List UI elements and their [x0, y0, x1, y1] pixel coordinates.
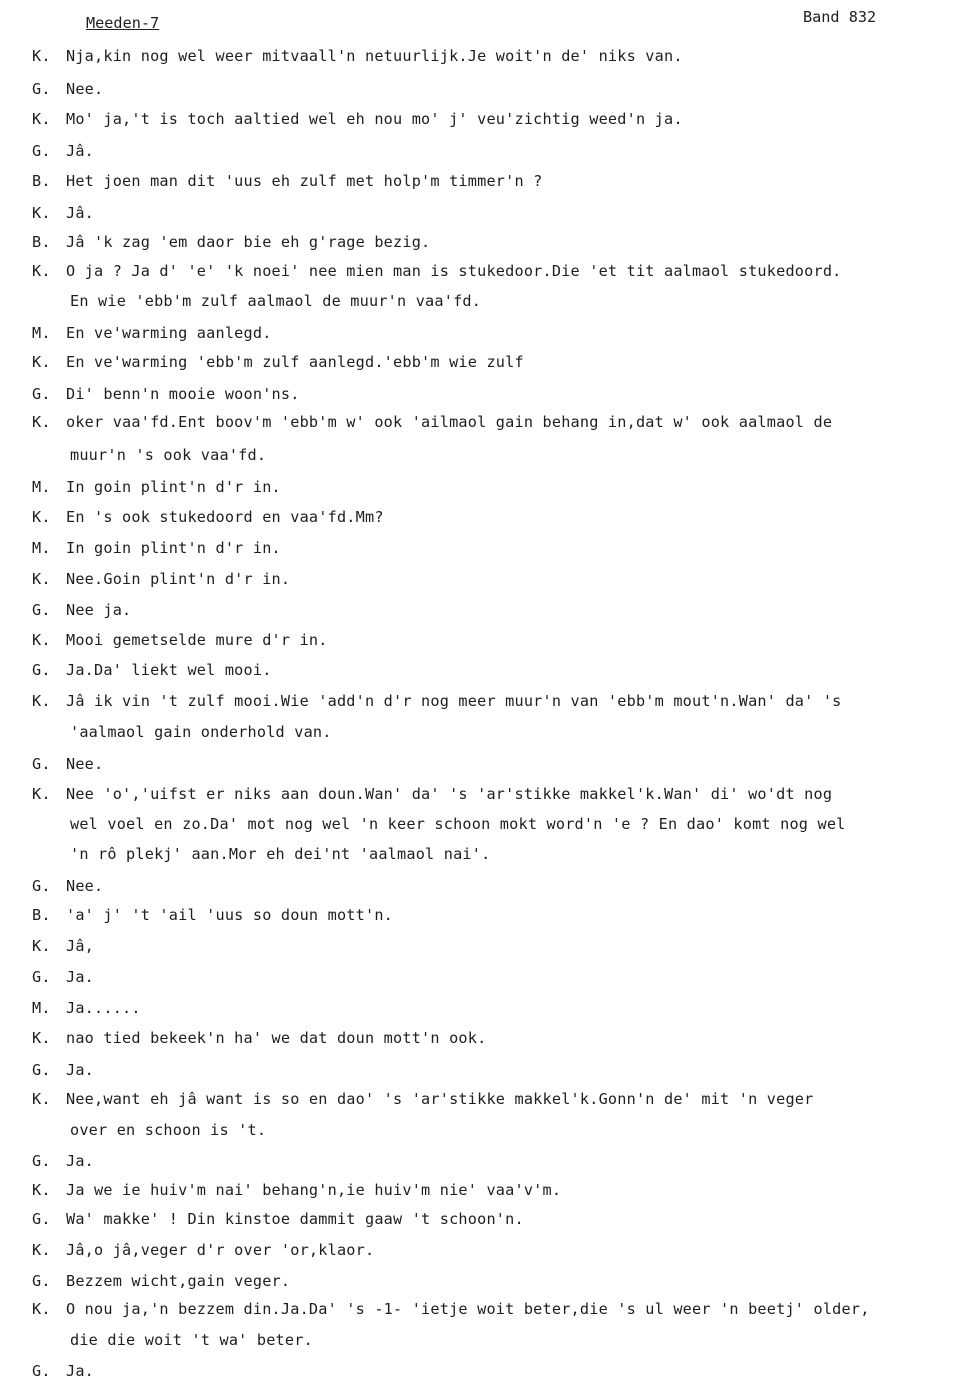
speaker-label: K.	[32, 413, 51, 431]
utterance-text: Ja we ie huiv'm nai' behang'n,ie huiv'm nie' vaa'v'm.	[66, 1181, 562, 1199]
utterance-text: Nee.Goin plint'n d'r in.	[66, 570, 291, 588]
utterance-text: oker vaa'fd.Ent boov'm 'ebb'm w' ook 'ailmaol gain behang in,dat w' ook aalmaol de	[66, 413, 833, 431]
speaker-label: K.	[32, 1181, 51, 1199]
utterance-text: Nee.	[66, 80, 104, 98]
speaker-label: K.	[32, 262, 51, 280]
speaker-label: G.	[32, 1362, 51, 1380]
utterance-text: over en schoon is 't.	[70, 1121, 267, 1139]
utterance-text: En wie 'ebb'm zulf aalmaol de muur'n vaa'fd.	[70, 292, 482, 310]
speaker-label: K.	[32, 110, 51, 128]
transcript-line	[70, 292, 481, 310]
speaker-label: K.	[32, 631, 51, 649]
transcript-line	[32, 661, 272, 679]
speaker-label: G.	[32, 1210, 51, 1228]
speaker-label: G.	[32, 1152, 51, 1170]
transcript-line	[32, 508, 384, 526]
transcript-line	[32, 755, 103, 773]
speaker-label: G.	[32, 1272, 51, 1290]
transcript-line	[32, 478, 281, 496]
transcript-line	[32, 570, 290, 588]
speaker-label: K.	[32, 937, 51, 955]
transcript-line	[70, 1121, 266, 1139]
utterance-text: nao tied bekeek'n ha' we dat doun mott'n ook.	[66, 1029, 487, 1047]
speaker-label: K.	[32, 570, 51, 588]
speaker-label: K.	[32, 692, 51, 710]
transcript-line	[32, 1181, 561, 1199]
speaker-label: G.	[32, 142, 51, 160]
utterance-text: muur'n 's ook vaa'fd.	[70, 446, 267, 464]
speaker-label: K.	[32, 1241, 51, 1259]
utterance-text: Nee.	[66, 877, 104, 895]
speaker-label: M.	[32, 478, 51, 496]
utterance-text: En ve'warming 'ebb'm zulf aanlegd.'ebb'm wie zulf	[66, 353, 524, 371]
utterance-text: Nee 'o','uifst er niks aan doun.Wan' da' 's 'ar'stikke makkel'k.Wan' di' wo'dt nog	[66, 785, 833, 803]
speaker-label: K.	[32, 204, 51, 222]
transcript-line	[32, 324, 272, 342]
utterance-text: Ja.	[66, 1362, 95, 1380]
utterance-text: Nee.	[66, 755, 104, 773]
utterance-text: Ja.	[66, 968, 95, 986]
speaker-label: K.	[32, 1029, 51, 1047]
speaker-label: G.	[32, 968, 51, 986]
speaker-label: G.	[32, 755, 51, 773]
utterance-text: Bezzem wicht,gain veger.	[66, 1272, 291, 1290]
utterance-text: die die woit 't wa' beter.	[70, 1331, 313, 1349]
transcript-line	[32, 1362, 94, 1380]
transcript-line	[32, 204, 94, 222]
utterance-text: Ja.	[66, 1061, 95, 1079]
transcript-line	[32, 785, 832, 803]
transcript-line	[32, 233, 430, 251]
transcript-line	[32, 142, 94, 160]
transcript-line	[70, 723, 332, 741]
speaker-label: K.	[32, 1300, 51, 1318]
utterance-text: O ja ? Ja d' 'e' 'k noei' nee mien man is stukedoor.Die 'et tit aalmaol stukedoord.	[66, 262, 842, 280]
utterance-text: Jâ,o jâ,veger d'r over 'or,klaor.	[66, 1241, 375, 1259]
transcript-line	[32, 1272, 290, 1290]
utterance-text: Mooi gemetselde mure d'r in.	[66, 631, 328, 649]
transcript-line	[32, 413, 832, 431]
utterance-text: Jâ,	[66, 937, 95, 955]
utterance-text: Mo' ja,'t is toch aaltied wel eh nou mo' j' veu'zichtig weed'n ja.	[66, 110, 683, 128]
utterance-text: In goin plint'n d'r in.	[66, 478, 281, 496]
transcript-line	[32, 1061, 94, 1079]
speaker-label: M.	[32, 539, 51, 557]
speaker-label: M.	[32, 324, 51, 342]
transcript-line	[32, 1241, 374, 1259]
speaker-label: K.	[32, 508, 51, 526]
speaker-label: K.	[32, 47, 51, 65]
transcript-line	[32, 877, 103, 895]
utterance-text: Nee,want eh jâ want is so en dao' 's 'ar'stikke makkel'k.Gonn'n de' mit 'n veger	[66, 1090, 814, 1108]
transcript-line	[32, 631, 328, 649]
utterance-text: 'n rô plekj' aan.Mor eh dei'nt 'aalmaol nai'.	[70, 845, 491, 863]
transcript-line	[70, 446, 266, 464]
transcript-line	[32, 937, 94, 955]
utterance-text: Di' benn'n mooie woon'ns.	[66, 385, 300, 403]
utterance-text: Jâ 'k zag 'em daor bie eh g'rage bezig.	[66, 233, 431, 251]
transcript-line	[32, 999, 141, 1017]
speaker-label: G.	[32, 877, 51, 895]
speaker-label: G.	[32, 661, 51, 679]
speaker-label: G.	[32, 385, 51, 403]
transcript-line	[32, 1152, 94, 1170]
utterance-text: Wa' makke' ! Din kinstoe dammit gaaw 't schoon'n.	[66, 1210, 524, 1228]
speaker-label: G.	[32, 80, 51, 98]
utterance-text: Ja.Da' liekt wel mooi.	[66, 661, 272, 679]
transcript-line	[32, 968, 94, 986]
utterance-text: Het joen man dit 'uus eh zulf met holp'm timmer'n ?	[66, 172, 543, 190]
utterance-text: Ja.	[66, 1152, 95, 1170]
transcript-line	[70, 1331, 313, 1349]
transcript-line	[32, 1029, 486, 1047]
transcript-line	[32, 385, 300, 403]
transcript-line	[32, 47, 683, 65]
transcript-line	[32, 692, 842, 710]
speaker-label: K.	[32, 1090, 51, 1108]
utterance-text: En ve'warming aanlegd.	[66, 324, 272, 342]
speaker-label: B.	[32, 172, 51, 190]
utterance-text: In goin plint'n d'r in.	[66, 539, 281, 557]
transcript-line	[70, 845, 490, 863]
utterance-text: Nee ja.	[66, 601, 132, 619]
utterance-text: 'a' j' 't 'ail 'uus so doun mott'n.	[66, 906, 394, 924]
utterance-text: En 's ook stukedoord en vaa'fd.Mm?	[66, 508, 384, 526]
speaker-label: M.	[32, 999, 51, 1017]
speaker-label: B.	[32, 906, 51, 924]
document-location-header: Meeden-7	[86, 14, 160, 32]
transcript-line	[32, 1300, 870, 1318]
utterance-text: Jâ ik vin 't zulf mooi.Wie 'add'n d'r nog meer muur'n van 'ebb'm mout'n.Wan' da' 's	[66, 692, 842, 710]
transcript-line	[32, 1090, 814, 1108]
transcript-line	[32, 539, 281, 557]
utterance-text: O nou ja,'n bezzem din.Ja.Da' 's -1- 'ietje woit beter,die 's ul weer 'n beetj' older,	[66, 1300, 870, 1318]
utterance-text: Jâ.	[66, 204, 95, 222]
speaker-label: B.	[32, 233, 51, 251]
transcript-line	[32, 262, 842, 280]
transcript-line	[32, 906, 393, 924]
transcript-line	[32, 353, 524, 371]
transcript-line	[70, 815, 846, 833]
transcript-line	[32, 172, 543, 190]
speaker-label: G.	[32, 1061, 51, 1079]
utterance-text: 'aalmaol gain onderhold van.	[70, 723, 332, 741]
speaker-label: G.	[32, 601, 51, 619]
speaker-label: K.	[32, 353, 51, 371]
transcript-line	[32, 601, 131, 619]
transcript-line	[32, 1210, 524, 1228]
utterance-text: Ja......	[66, 999, 141, 1017]
tape-number-header: Band 832	[803, 8, 877, 26]
utterance-text: wel voel en zo.Da' mot nog wel 'n keer schoon mokt word'n 'e ? En dao' komt nog wel	[70, 815, 846, 833]
transcript-line	[32, 110, 683, 128]
transcript-line	[32, 80, 103, 98]
utterance-text: Nja,kin nog wel weer mitvaall'n netuurlijk.Je woit'n de' niks van.	[66, 47, 683, 65]
utterance-text: Jâ.	[66, 142, 95, 160]
speaker-label: K.	[32, 785, 51, 803]
